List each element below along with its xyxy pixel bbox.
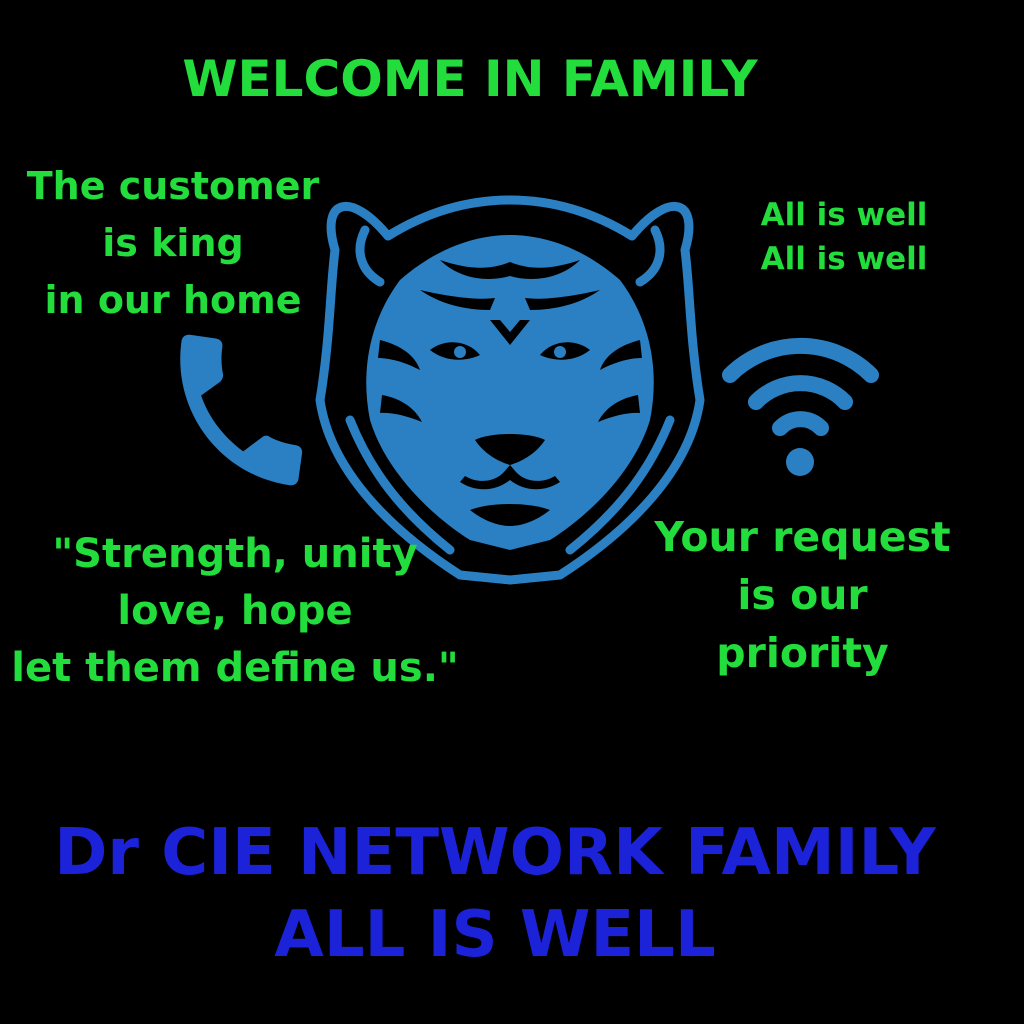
quote-line: "Strength, unity (52, 531, 418, 577)
quote-line: All is well (760, 197, 928, 233)
quote-line: is king (102, 221, 244, 265)
quote-strength-unity (0, 526, 470, 697)
footer-line-1: Dr CIE NETWORK FAMILY (54, 816, 936, 890)
quote-your-request (650, 508, 955, 682)
page-title: WELCOME IN FAMILY (182, 50, 758, 108)
quote-line: let them define us." (11, 645, 459, 691)
quote-line: in our home (44, 278, 302, 322)
quote-line: love, hope (117, 588, 353, 634)
quote-line: The customer (26, 164, 320, 208)
quote-customer-is-king (8, 158, 338, 329)
quote-line: All is well (760, 241, 928, 277)
footer-line-2: ALL IS WELL (274, 898, 716, 972)
quote-line: Your request (654, 513, 951, 561)
quote-line: is our (737, 571, 868, 619)
quote-line: priority (716, 629, 889, 677)
quote-all-is-well (744, 193, 944, 281)
footer-network-family (0, 812, 990, 976)
wifi-icon (718, 330, 883, 480)
